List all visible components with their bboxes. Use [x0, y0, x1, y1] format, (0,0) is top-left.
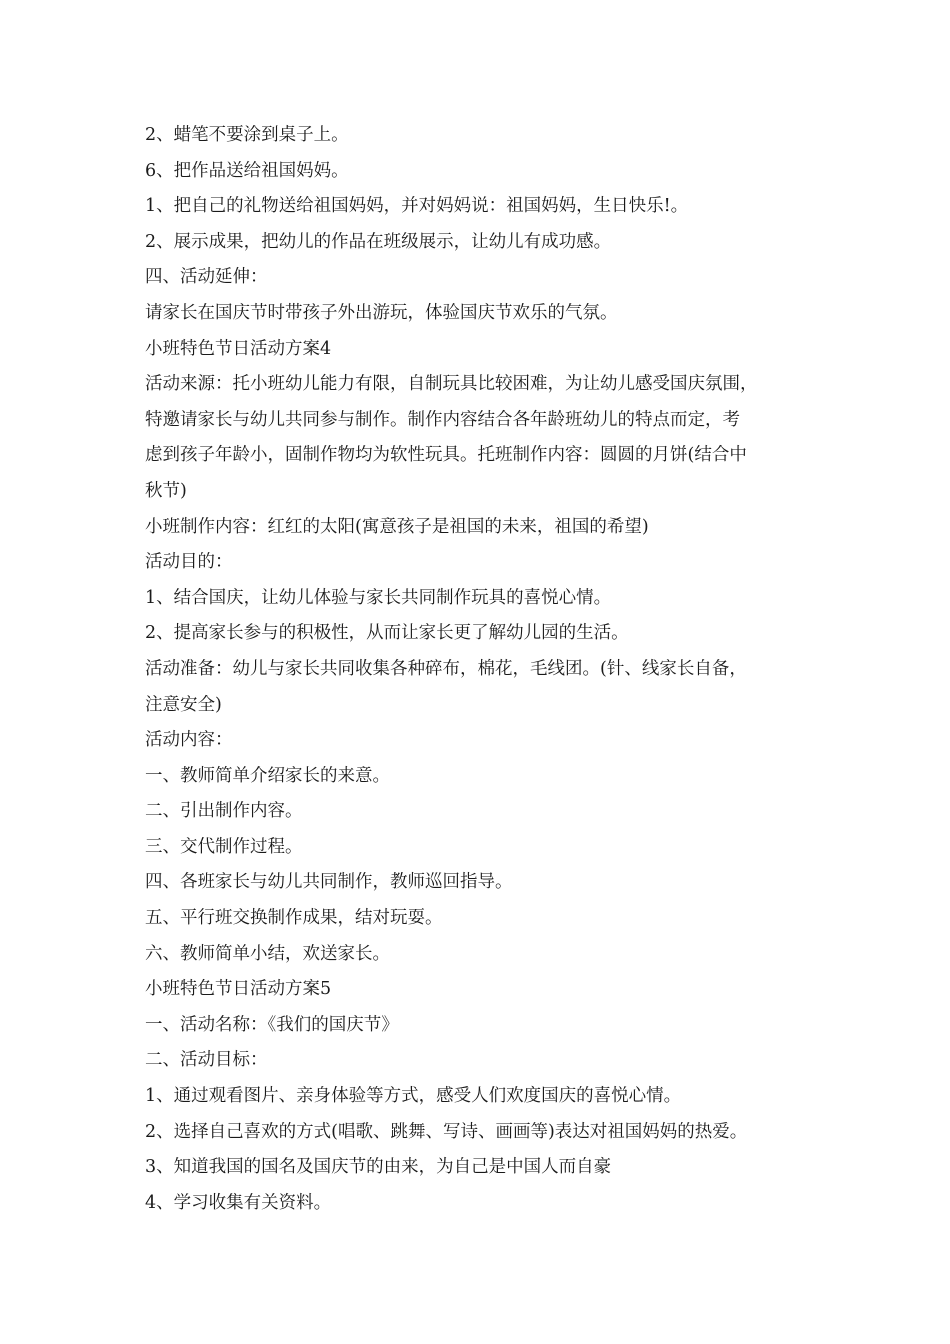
- text-line: 六、教师简单小结，欢送家长。: [145, 943, 390, 964]
- text-line: 四、各班家长与幼儿共同制作，教师巡回指导。: [145, 872, 513, 893]
- plan-title: 小班特色节日活动方案5: [145, 979, 332, 1000]
- text-line: 1、结合国庆，让幼儿体验与家长共同制作玩具的喜悦心情。: [145, 587, 612, 608]
- text-line: 6、把作品送给祖国妈妈。: [145, 160, 349, 181]
- text-line: 1、通过观看图片、亲身体验等方式，感受人们欢度国庆的喜悦心情。: [145, 1086, 682, 1107]
- text-line: 请家长在国庆节时带孩子外出游玩，体验国庆节欢乐的气氛。: [145, 302, 618, 323]
- text-line: 2、蜡笔不要涂到桌子上。: [145, 125, 349, 145]
- text-line: 注意安全): [145, 694, 222, 715]
- text-line: 活动准备：幼儿与家长共同收集各种碎布，棉花，毛线团。(针、线家长自备，: [145, 658, 747, 679]
- text-line: 特邀请家长与幼儿共同参与制作。制作内容结合各年龄班幼儿的特点而定，考: [145, 409, 740, 430]
- text-line: 五、平行班交换制作成果，结对玩耍。: [145, 908, 443, 929]
- text-line: 一、活动名称：《我们的国庆节》: [145, 1014, 399, 1035]
- text-line: 二、引出制作内容。: [145, 801, 303, 822]
- text-line: 活动来源：托小班幼儿能力有限，自制玩具比较困难，为让幼儿感受国庆氛围，: [145, 374, 758, 395]
- text-line: 秋节): [145, 480, 187, 501]
- text-line: 虑到孩子年龄小，固制作物均为软性玩具。托班制作内容：圆圆的月饼(结合中: [145, 445, 747, 466]
- section-heading: 二、活动目标：: [145, 1050, 268, 1071]
- section-heading: 活动目的：: [145, 552, 233, 573]
- text-line: 4、学习收集有关资料。: [145, 1192, 332, 1213]
- document-body: [145, 118, 825, 1221]
- section-heading: 活动内容：: [145, 730, 233, 751]
- text-line: 小班制作内容：红红的太阳(寓意孩子是祖国的未来，祖国的希望): [145, 516, 649, 537]
- text-line: 3、知道我国的国名及国庆节的由来，为自己是中国人而自豪: [145, 1157, 612, 1178]
- plan-title: 小班特色节日活动方案4: [145, 338, 332, 359]
- text-line: 一、教师简单介绍家长的来意。: [145, 765, 390, 786]
- text-line: 2、展示成果，把幼儿的作品在班级展示，让幼儿有成功感。: [145, 231, 612, 252]
- section-heading: 四、活动延伸：: [145, 267, 268, 288]
- text-line: 1、把自己的礼物送给祖国妈妈，并对妈妈说：祖国妈妈，生日快乐!。: [145, 196, 689, 217]
- text-line: 三、交代制作过程。: [145, 836, 303, 857]
- text-line: 2、提高家长参与的积极性，从而让家长更了解幼儿园的生活。: [145, 623, 629, 644]
- text-line: 2、选择自己喜欢的方式(唱歌、跳舞、写诗、画画等)表达对祖国妈妈的热爱。: [145, 1121, 748, 1142]
